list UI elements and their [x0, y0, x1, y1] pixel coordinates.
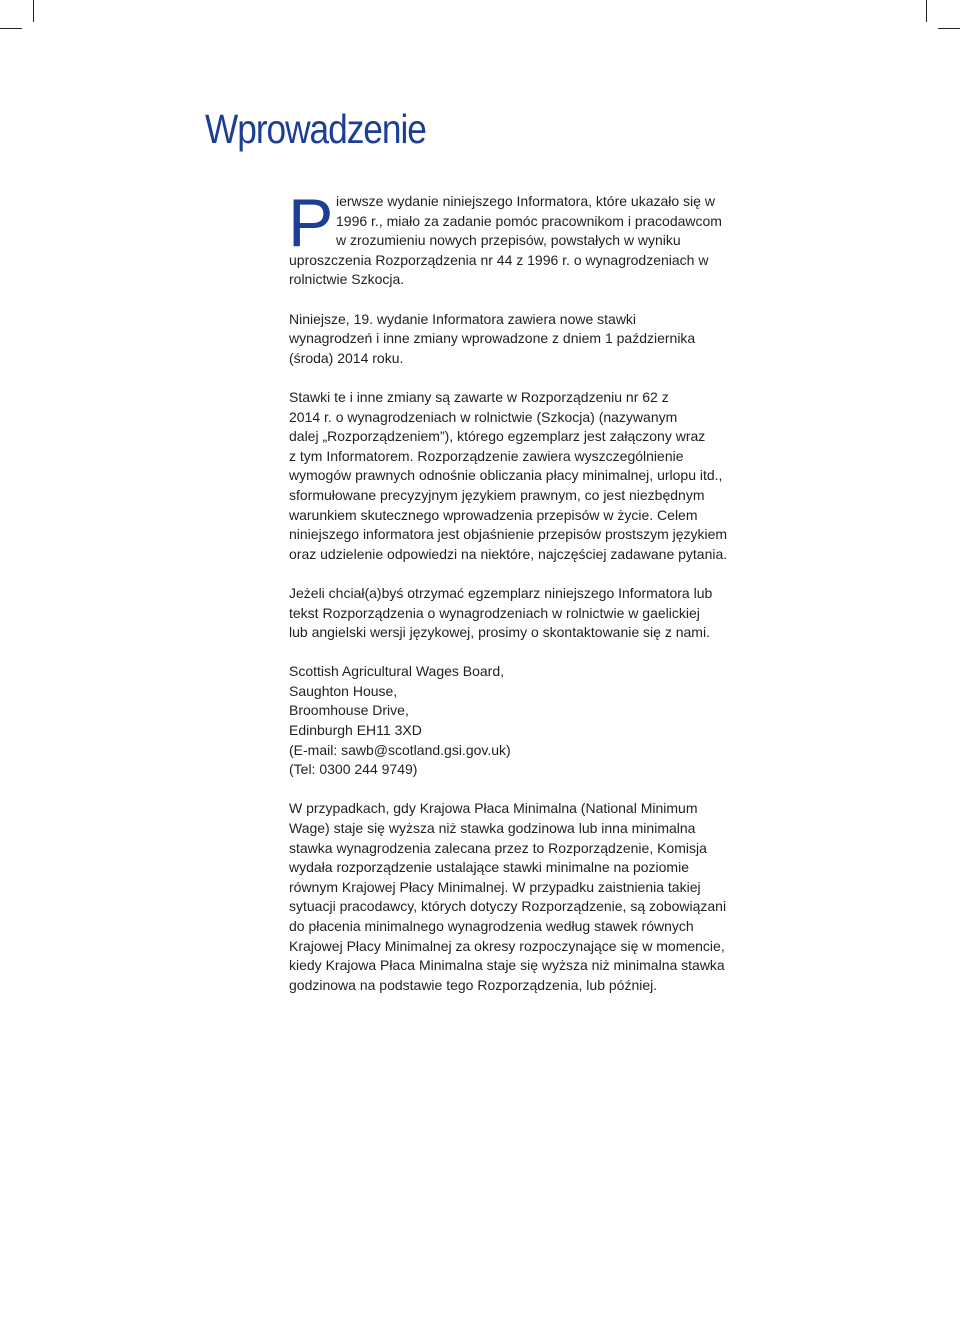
crop-mark-top-right-vertical [926, 0, 927, 22]
text-line: Jeżeli chciał(a)byś otrzymać egzemplarz niniejszego Informatora lub [289, 584, 713, 601]
page-body [288, 185, 769, 1015]
page-title: Wprowadzenie [205, 106, 426, 152]
text-line: wydała rozporządzenie ustalające stawki minimalne na poziomie [289, 859, 689, 876]
intro-line: w zrozumieniu nowych przepisów, powstałych w wyniku [336, 232, 681, 249]
intro-line: rolnictwie Szkocja. [289, 271, 405, 288]
text-line: Wage) staje się wyższa niż stawka godzinowa lub inna minimalna [289, 820, 696, 837]
text-line: wynagrodzeń i inne zmiany wprowadzone z dniem 1 października [289, 330, 696, 347]
intro-line: uproszczenia Rozporządzenia nr 44 z 1996 r. o wynagrodzeniach w [289, 251, 709, 268]
text-line: lub angielski wersji językowej, prosimy o skontaktowanie się z nami. [289, 624, 710, 641]
text-line: niniejszego informatora jest objaśnienie przepisów prostszym językiem [289, 526, 728, 543]
paragraph-minimum-wage [289, 799, 769, 995]
text-line: 2014 r. o wynagrodzeniach w rolnictwie (Szkocja) (nazywanym [289, 408, 678, 425]
address-line: Edinburgh EH11 3XD [289, 722, 422, 739]
paragraph-edition [289, 310, 769, 369]
text-line: (środa) 2014 roku. [289, 349, 404, 366]
crop-mark-top-left-horizontal [0, 28, 22, 29]
intro-line: ierwsze wydanie niniejszego Informatora, które ukazało się w [336, 193, 715, 209]
text-line: wymogów prawnych odnośnie obliczania płacy minimalnej, urlopu itd., [289, 467, 723, 484]
text-line: kiedy Krajowa Płaca Minimalna staje się wyższa niż minimalna stawka [289, 957, 725, 974]
address-line: Saughton House, [289, 682, 398, 699]
address-block [289, 662, 769, 780]
text-line: Krajowej Płacy Minimalnej za okresy rozpoczynające się w momencie, [289, 937, 725, 954]
crop-mark-top-right-horizontal [938, 28, 960, 29]
phone-line: (Tel: 0300 244 9749) [289, 761, 418, 778]
text-line: stawka wynagrodzenia zalecana przez to Rozporządzenie, Komisja [289, 839, 707, 856]
text-line: oraz udzielenie odpowiedzi na niektóre, najczęściej zadawane pytania. [289, 545, 728, 562]
drop-cap: P [288, 185, 334, 261]
paragraph-regulation [289, 388, 769, 564]
text-line: W przypadkach, gdy Krajowa Płaca Minimalna (National Minimum [289, 800, 698, 817]
text-line: do płacenia minimalnego wynagrodzenia według stawek równych [289, 918, 694, 934]
text-line: godzinowa na podstawie tego Rozporządzenia, lub później. [289, 976, 658, 993]
text-line: warunkiem skutecznego wprowadzenia przepisów w życie. Celem [289, 506, 698, 523]
text-line: sytuacji pracodawcy, których dotyczy Rozporządzenie, są zobowiązani [289, 898, 727, 915]
text-line: z tym Informatorem. Rozporządzenie zawiera wyszczególnienie [289, 447, 684, 464]
address-line: Scottish Agricultural Wages Board, [289, 663, 505, 680]
intro-paragraph [288, 185, 769, 290]
text-line: sformułowane precyzyjnym językiem prawnym, co jest niezbędnym [289, 486, 705, 503]
text-line: tekst Rozporządzenia o wynagrodzeniach w rolnictwie w gaelickiej [289, 604, 700, 621]
intro-line: 1996 r., miało za zadanie pomóc pracownikom i pracodawcom [336, 212, 722, 229]
text-line: równym Krajowej Płacy Minimalnej. W przypadku zaistnienia takiej [289, 878, 701, 895]
crop-mark-top-left-vertical [33, 0, 34, 22]
email-line: (E-mail: sawb@scotland.gsi.gov.uk) [289, 741, 511, 758]
paragraph-contact-request [289, 584, 769, 643]
address-line: Broomhouse Drive, [289, 702, 409, 719]
text-line: Stawki te i inne zmiany są zawarte w Rozporządzeniu nr 62 z [289, 388, 669, 405]
text-line: dalej „Rozporządzeniem”), którego egzemplarz jest załączony wraz [289, 428, 706, 445]
text-line: Niniejsze, 19. wydanie Informatora zawiera nowe stawki [289, 310, 637, 327]
